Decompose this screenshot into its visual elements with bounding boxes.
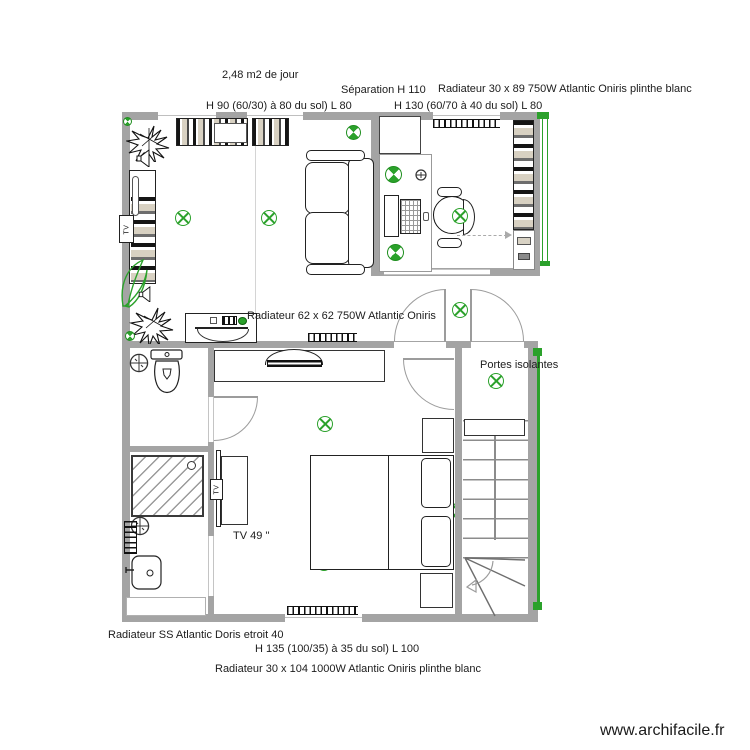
ceiling-light-icon — [317, 416, 333, 432]
tv-console — [221, 456, 248, 525]
opening-hall-left — [394, 342, 446, 348]
towel-radiator — [124, 521, 137, 554]
radiator-marker-cap — [533, 602, 542, 610]
stairs-center-line — [494, 420, 496, 540]
bed — [310, 455, 454, 570]
stairs-steps — [463, 420, 528, 560]
sofa-seat — [305, 212, 350, 264]
sofa-seat — [305, 162, 350, 214]
console-table-base — [267, 360, 322, 367]
stairs-winders — [463, 540, 528, 620]
ceiling-light-icon — [452, 302, 468, 318]
desk-return — [379, 116, 421, 154]
radiator-marker-office — [542, 115, 548, 265]
radiator-marker-right — [537, 356, 540, 602]
label-area: 2,48 m2 de jour — [222, 69, 299, 81]
ceiling-light-icon — [452, 208, 468, 224]
spot-light-icon — [123, 117, 132, 126]
ceiling-light-icon — [175, 210, 191, 226]
bath-bench — [126, 597, 206, 616]
radiator-marker-cap — [540, 261, 550, 266]
label-window-office: H 130 (60/70 à 40 du sol) L 80 — [394, 100, 543, 112]
label-radiator-office: Radiateur 30 x 89 750W Atlantic Oniris plinthe blanc — [438, 83, 692, 95]
spot-light-icon — [125, 331, 135, 341]
stair-landing — [464, 419, 525, 436]
opening-hall-right — [471, 342, 524, 348]
spot-light-icon — [385, 166, 402, 183]
ceiling-light-icon — [488, 373, 504, 389]
separation-line — [255, 119, 256, 341]
office-chair-armrest — [437, 187, 462, 197]
door-wc-arc — [214, 397, 258, 441]
bookshelf-tray — [214, 123, 247, 143]
label-separation: Séparation H 110 — [341, 84, 426, 96]
pillow — [421, 458, 451, 508]
fan-icon — [129, 353, 149, 373]
ceiling-light-icon — [261, 210, 277, 226]
measure-line — [457, 235, 507, 236]
washbasin — [124, 553, 164, 593]
label-tv-size: TV 49 '' — [233, 530, 270, 542]
window-bedroom — [285, 614, 362, 622]
measure-arrowhead — [505, 231, 512, 239]
door-bedroom-arc — [403, 359, 454, 410]
wall-lamp-icon — [136, 149, 151, 167]
cabinet-office — [513, 230, 535, 270]
radiator-marker-cap — [533, 348, 542, 356]
label-window-living: H 90 (60/30) à 80 du sol) L 80 — [206, 100, 352, 112]
door-bedroom-leaf — [403, 358, 454, 360]
shower — [131, 455, 204, 517]
pillow — [421, 516, 451, 567]
label-window-bedroom: H 135 (100/35) à 35 du sol) L 100 — [255, 643, 420, 655]
opening-bath-door — [208, 536, 214, 596]
plant-icon — [129, 296, 177, 344]
tv-living-marker: TV — [119, 215, 134, 243]
label-radiator-bathroom: Radiateur SS Atlantic Doris etroit 40 — [108, 629, 284, 641]
wall-wc-bath-divider — [130, 446, 208, 452]
label-radiator-living: Radiateur 62 x 62 750W Atlantic Oniris — [247, 310, 436, 322]
nightstand — [420, 573, 453, 608]
mouse — [423, 212, 429, 221]
door-hall-left-leaf — [444, 289, 446, 342]
bookshelf-top-2 — [252, 118, 289, 146]
watermark: www.archifacile.fr — [600, 722, 725, 739]
monitor — [384, 195, 399, 237]
tv-bedroom-marker: TV — [210, 479, 223, 500]
bookshelf-office — [513, 120, 534, 230]
wall-bedroom-stairs-divider — [455, 348, 462, 614]
sofa-armrest — [306, 150, 365, 161]
sofa-armrest — [306, 264, 365, 275]
spot-light-icon — [346, 125, 361, 140]
wardrobe — [422, 418, 454, 453]
keyboard — [400, 199, 421, 234]
radiator-bedroom — [287, 606, 358, 615]
door-hall-right-leaf — [470, 289, 472, 342]
door-wc-leaf — [214, 396, 258, 398]
radiator-living — [308, 333, 357, 342]
sofa-back — [348, 158, 374, 268]
label-radiator-bedroom: Radiateur 30 x 104 1000W Atlantic Oniris plinthe blanc — [215, 663, 481, 675]
office-chair-armrest — [437, 238, 462, 248]
radiator-office — [433, 119, 500, 128]
spot-light-icon — [387, 244, 404, 261]
label-doors-isolantes: Portes isolantes — [480, 359, 559, 371]
fan-icon — [415, 169, 427, 181]
door-hall-right-arc — [471, 289, 524, 341]
toilet — [147, 348, 187, 404]
